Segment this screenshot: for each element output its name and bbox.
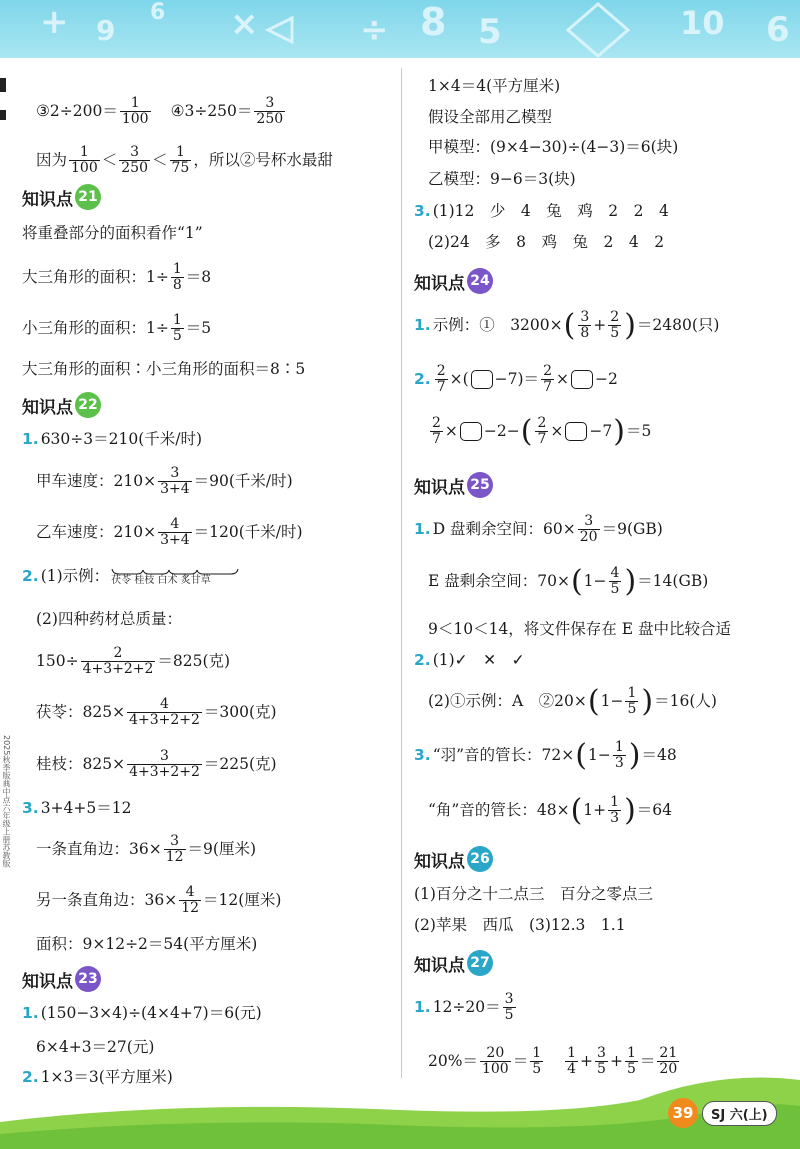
fraction [127, 749, 202, 781]
heading-number: 22 [75, 392, 101, 418]
text: (1)✓ ✕ ✓ [432, 651, 525, 669]
answer-line: 面积：9×12÷2＝54(平方厘米) [36, 935, 258, 953]
denominator: 3+4 [160, 481, 190, 498]
decor-glyph: 8 [420, 0, 447, 44]
numerator: 3 [130, 144, 140, 160]
text: ＝ [639, 1052, 656, 1071]
question-line [22, 568, 239, 586]
edge-mark [0, 110, 6, 120]
text: ＝14(GB) [637, 572, 709, 591]
section-heading-27 [414, 950, 493, 976]
heading-number: 27 [467, 950, 493, 976]
text: + [580, 1052, 594, 1071]
decor-glyph: 6 [766, 10, 790, 50]
text: ＝9(GB) [601, 520, 663, 539]
text: 一条直角边：36× [36, 840, 162, 859]
question-line [22, 432, 202, 448]
header-shapes [0, 0, 800, 58]
question-line [414, 364, 618, 396]
numerator: 3 [170, 833, 180, 849]
answer-line [36, 697, 277, 729]
fraction [613, 740, 626, 772]
side-note: 2025秋季版典中点六年级上册苏教版 [2, 735, 11, 868]
text: (150−3×4)÷(4×4+7)＝6(元) [40, 1004, 262, 1022]
text: ＝12(厘米) [203, 891, 282, 910]
denominator: 5 [610, 325, 620, 342]
question-line [414, 653, 525, 669]
text: 茯苓：825× [36, 703, 126, 722]
numerator: 1 [79, 144, 89, 160]
heading-number: 23 [75, 966, 101, 992]
text: × [555, 370, 569, 389]
numerator: 1 [130, 95, 140, 111]
denominator: 100 [481, 1061, 509, 1078]
denominator: 4+3+2+2 [129, 712, 200, 729]
fraction [625, 686, 638, 718]
numerator: 2 [432, 415, 441, 431]
denominator: 7 [436, 379, 446, 396]
heading-label: 知识点 [414, 477, 465, 498]
text: ＝5 [625, 422, 652, 441]
heading-number: 21 [75, 184, 101, 210]
answer-line: (2)苹果 西瓜 (3)12.3 1.1 [414, 916, 626, 934]
text: 因为 [36, 151, 68, 170]
heading-number: 26 [467, 846, 493, 872]
answer-line: “角”音的管长：48× ( 1+ $\frac{1}{3}$ ) ＝64 [428, 792, 673, 828]
fraction [158, 466, 192, 498]
text: (2)①示例：A ②20× [428, 692, 587, 711]
denominator: 250 [256, 111, 284, 128]
fraction [609, 566, 622, 598]
text: × [550, 422, 564, 441]
text: ＝8 [185, 268, 212, 287]
heading-label: 知识点 [22, 397, 73, 418]
numerator: 2 [610, 309, 620, 325]
text: ×( [449, 370, 469, 389]
denominator: 5 [532, 1061, 542, 1078]
denominator: 250 [121, 160, 148, 177]
heading-label: 知识点 [22, 189, 73, 210]
denominator: 20 [579, 529, 598, 546]
decor-glyph: ÷ [360, 10, 389, 50]
text: ＝300(克) [203, 703, 277, 722]
answer-line: 甲模型：(9×4−30)÷(4−3)＝6(块) [428, 138, 679, 156]
question-number: 2. [22, 1068, 39, 1086]
decor-glyph: × [230, 4, 259, 44]
numerator: 1 [614, 739, 624, 755]
fraction [578, 514, 600, 546]
edition-label: SJ 六(上) [702, 1101, 777, 1126]
text: ＝48 [641, 746, 677, 765]
question-number: 2. [414, 370, 431, 389]
decor-glyph: 9 [96, 14, 116, 47]
text: ④3÷250＝ [170, 102, 253, 121]
denominator: 5 [610, 581, 620, 598]
answer-line [36, 646, 230, 678]
blank-box [571, 370, 593, 389]
brace-diagram [111, 568, 239, 586]
numerator: 1 [172, 312, 182, 328]
question-number: 1. [22, 1004, 39, 1022]
numerator: 3 [584, 513, 594, 529]
text: D 盘剩余空间：60× [432, 520, 576, 539]
blank-box [460, 422, 482, 441]
numerator: 20 [486, 1045, 505, 1061]
denominator: 4+3+2+2 [82, 661, 154, 678]
answer-line: (1)百分之十二点三 百分之零点三 [414, 885, 653, 903]
denominator: 7 [543, 379, 552, 396]
numerator: 3 [160, 748, 169, 764]
answer-line: (2)24 多 8 鸡 兔 2 4 2 [428, 233, 665, 251]
question-line [414, 204, 669, 220]
numerator: 4 [160, 696, 169, 712]
denominator: 12 [181, 900, 200, 917]
text: ＝5 [185, 319, 212, 338]
question-number: 1. [414, 998, 431, 1017]
fraction [164, 834, 186, 866]
numerator: 1 [532, 1045, 542, 1061]
answer-line: 9＜10＜14，将文件保存在 E 盘中比较合适 [428, 620, 731, 638]
text: “角”音的管长：48× [428, 801, 570, 820]
text: × [444, 422, 458, 441]
numerator: 21 [659, 1045, 678, 1061]
fraction [608, 310, 621, 342]
section-heading-25 [414, 472, 493, 498]
text: ，所以②号杯水最甜 [193, 151, 333, 170]
answer-line [36, 834, 256, 866]
question-number: 1. [414, 316, 431, 335]
answer-line [22, 262, 211, 294]
fraction [435, 364, 448, 396]
column-divider [401, 68, 402, 1078]
text: 3+4+5＝12 [40, 799, 132, 817]
text: ＝16(人) [654, 692, 717, 711]
denominator: 4 [567, 1061, 577, 1078]
answer-line [36, 885, 281, 917]
question-line [22, 801, 131, 817]
fraction [69, 145, 100, 177]
text: 大三角形的面积：1÷ [22, 268, 169, 287]
fraction [503, 992, 516, 1024]
text: (1)12 少 4 兔 鸡 2 2 4 [432, 202, 669, 220]
edge-mark [0, 78, 6, 92]
denominator: 100 [121, 111, 149, 128]
text: 乙车速度：210× [36, 523, 157, 542]
text: ＝2480(只) [636, 316, 720, 335]
answer-line [36, 466, 293, 498]
numerator: 1 [172, 261, 182, 277]
text: ＝90(千米/时) [193, 472, 293, 491]
question-number: 3. [414, 202, 431, 220]
text: 桂枝：825× [36, 755, 126, 774]
answer-line [36, 96, 287, 128]
denominator: 5 [626, 1061, 636, 1078]
numerator: 2 [113, 645, 123, 661]
decor-glyph: + [40, 2, 69, 42]
numerator: 3 [504, 991, 514, 1007]
answer-line: E 盘剩余空间：70× ( 1− $\frac{4}{5}$ ) ＝14(GB) [428, 563, 709, 599]
heading-label: 知识点 [414, 851, 465, 872]
denominator: 3 [610, 810, 620, 827]
fraction [535, 416, 548, 448]
denominator: 7 [432, 431, 441, 448]
text: 1− [587, 746, 611, 765]
text: ③2÷200＝ [36, 102, 118, 121]
text: 12÷20＝ [432, 998, 501, 1017]
text: 1×3＝3(平方厘米) [40, 1068, 173, 1086]
answer-line [36, 145, 333, 177]
section-heading-22 [22, 392, 101, 418]
numerator: 3 [170, 465, 180, 481]
section-heading-24 [414, 268, 493, 294]
denominator: 3 [614, 755, 624, 772]
denominator: 5 [504, 1007, 514, 1024]
answer-line: (2)①示例：A ②20× ( 1− $\frac{1}{5}$ ) ＝16(人) [428, 683, 717, 719]
denominator: 3+4 [160, 532, 190, 549]
page-badge [668, 1098, 777, 1128]
answer-line [36, 749, 277, 781]
section-heading-26 [414, 846, 493, 872]
question-number: 1. [414, 520, 431, 539]
numerator: 1 [175, 144, 185, 160]
text: −7)＝ [494, 370, 540, 389]
fraction [254, 96, 285, 128]
fraction [171, 313, 184, 345]
numerator: 2 [436, 363, 446, 379]
text: 1− [600, 692, 624, 711]
fraction [179, 885, 201, 917]
text: ＝ [512, 1052, 529, 1071]
denominator: 20 [659, 1061, 678, 1078]
denominator: 100 [71, 160, 98, 177]
text: 另一条直角边：36× [36, 891, 178, 910]
question-number: 2. [22, 567, 39, 586]
numerator: 4 [185, 884, 195, 900]
numerator: 4 [170, 516, 180, 532]
decor-glyph: 5 [478, 12, 502, 52]
question-line: 3. “羽”音的管长：72× ( 1− $\frac{1}{3}$ ) ＝48 [414, 737, 677, 773]
text: ＝120(千米/时) [193, 523, 303, 542]
denominator: 75 [171, 160, 190, 177]
answer-line [22, 313, 211, 345]
left-edge-marks [0, 70, 14, 1070]
text: ＜ [152, 151, 168, 170]
question-number: 3. [22, 799, 39, 817]
text: −2 [594, 370, 618, 389]
numerator: 2 [537, 415, 547, 431]
text: (1)示例： [40, 567, 110, 586]
answer-line [36, 517, 303, 549]
denominator: 5 [172, 328, 182, 345]
header-banner [0, 0, 800, 58]
denominator: 8 [580, 325, 590, 342]
text: 150÷ [36, 652, 79, 671]
text: + [593, 316, 607, 335]
denominator: 7 [537, 431, 547, 448]
fraction [541, 364, 554, 396]
fraction [430, 416, 443, 448]
heading-number: 24 [467, 268, 493, 294]
fraction [119, 145, 150, 177]
answer-line: (2)四种药材总质量： [36, 610, 182, 628]
text: “羽”音的管长：72× [432, 746, 575, 765]
question-line [414, 992, 518, 1024]
text: 示例：① 3200× [432, 316, 563, 335]
text: ＜ [101, 151, 118, 170]
question-number: 2. [414, 651, 431, 669]
text: ＝825(克) [157, 652, 231, 671]
denominator: 8 [172, 277, 182, 294]
fraction [608, 795, 621, 827]
brace-labels: 茯苓 桂枝 白术 炙甘草 [111, 575, 211, 586]
question-line: 1. 示例：① 3200× ( $\frac{3}{8}$ + $\frac{2}{5}$ ) ＝2480(只) [414, 307, 720, 343]
text: E 盘剩余空间：70× [428, 572, 570, 591]
answer-line: $\frac{2}{7}$ × −2− ( $\frac{2}{7}$ × −7 ) ＝5 [432, 413, 652, 449]
text: 1+ [583, 801, 607, 820]
decor-glyph: 10 [680, 4, 725, 42]
numerator: 4 [610, 565, 620, 581]
answer-line: 乙模型：9−6＝3(块) [428, 170, 576, 188]
numerator: 1 [567, 1045, 577, 1061]
question-number: 3. [414, 746, 431, 765]
denominator: 4+3+2+2 [129, 764, 200, 781]
numerator: 2 [543, 363, 552, 379]
fraction [170, 145, 192, 177]
text: 20%＝ [428, 1052, 478, 1071]
heading-number: 25 [467, 472, 493, 498]
blank-box [565, 422, 587, 441]
heading-label: 知识点 [22, 971, 73, 992]
numerator: 1 [627, 685, 637, 701]
text: + [609, 1052, 623, 1071]
fraction [578, 310, 591, 342]
answer-line: 6×4+3＝27(元) [36, 1038, 155, 1056]
question-line [414, 514, 663, 546]
text: 小三角形的面积：1÷ [22, 319, 169, 338]
numerator: 3 [597, 1045, 606, 1061]
fraction [127, 697, 202, 729]
text: −2− [483, 422, 520, 441]
text: 630÷3＝210(千米/时) [40, 430, 203, 448]
answer-line: 大三角形的面积∶小三角形的面积＝8∶5 [22, 360, 306, 378]
denominator: 5 [627, 701, 637, 718]
heading-label: 知识点 [414, 955, 465, 976]
answer-line: 假设全部用乙模型 [428, 108, 553, 126]
numerator: 1 [610, 794, 620, 810]
denominator: 12 [165, 849, 184, 866]
text: ＝225(克) [203, 755, 277, 774]
text: ＝64 [636, 801, 673, 820]
denominator: 5 [597, 1061, 606, 1078]
fraction [158, 517, 192, 549]
answer-line: 将重叠部分的面积看作“1” [22, 224, 203, 242]
fraction [171, 262, 184, 294]
section-heading-23 [22, 966, 101, 992]
question-number: 1. [22, 430, 39, 448]
fraction [120, 96, 151, 128]
heading-label: 知识点 [414, 273, 465, 294]
decor-glyph: 6 [150, 0, 166, 25]
text: −7 [589, 422, 613, 441]
numerator: 1 [626, 1045, 636, 1061]
text: 甲车速度：210× [36, 472, 157, 491]
answer-line: 1×4＝4(平方厘米) [428, 77, 561, 95]
numerator: 3 [265, 95, 275, 111]
section-heading-21 [22, 184, 101, 210]
text: 1− [583, 572, 607, 591]
page-number: 39 [668, 1098, 698, 1128]
blank-box [471, 370, 493, 389]
text: ＝9(厘米) [187, 840, 257, 859]
numerator: 3 [580, 309, 590, 325]
question-line [22, 1006, 262, 1022]
fraction [81, 646, 156, 678]
